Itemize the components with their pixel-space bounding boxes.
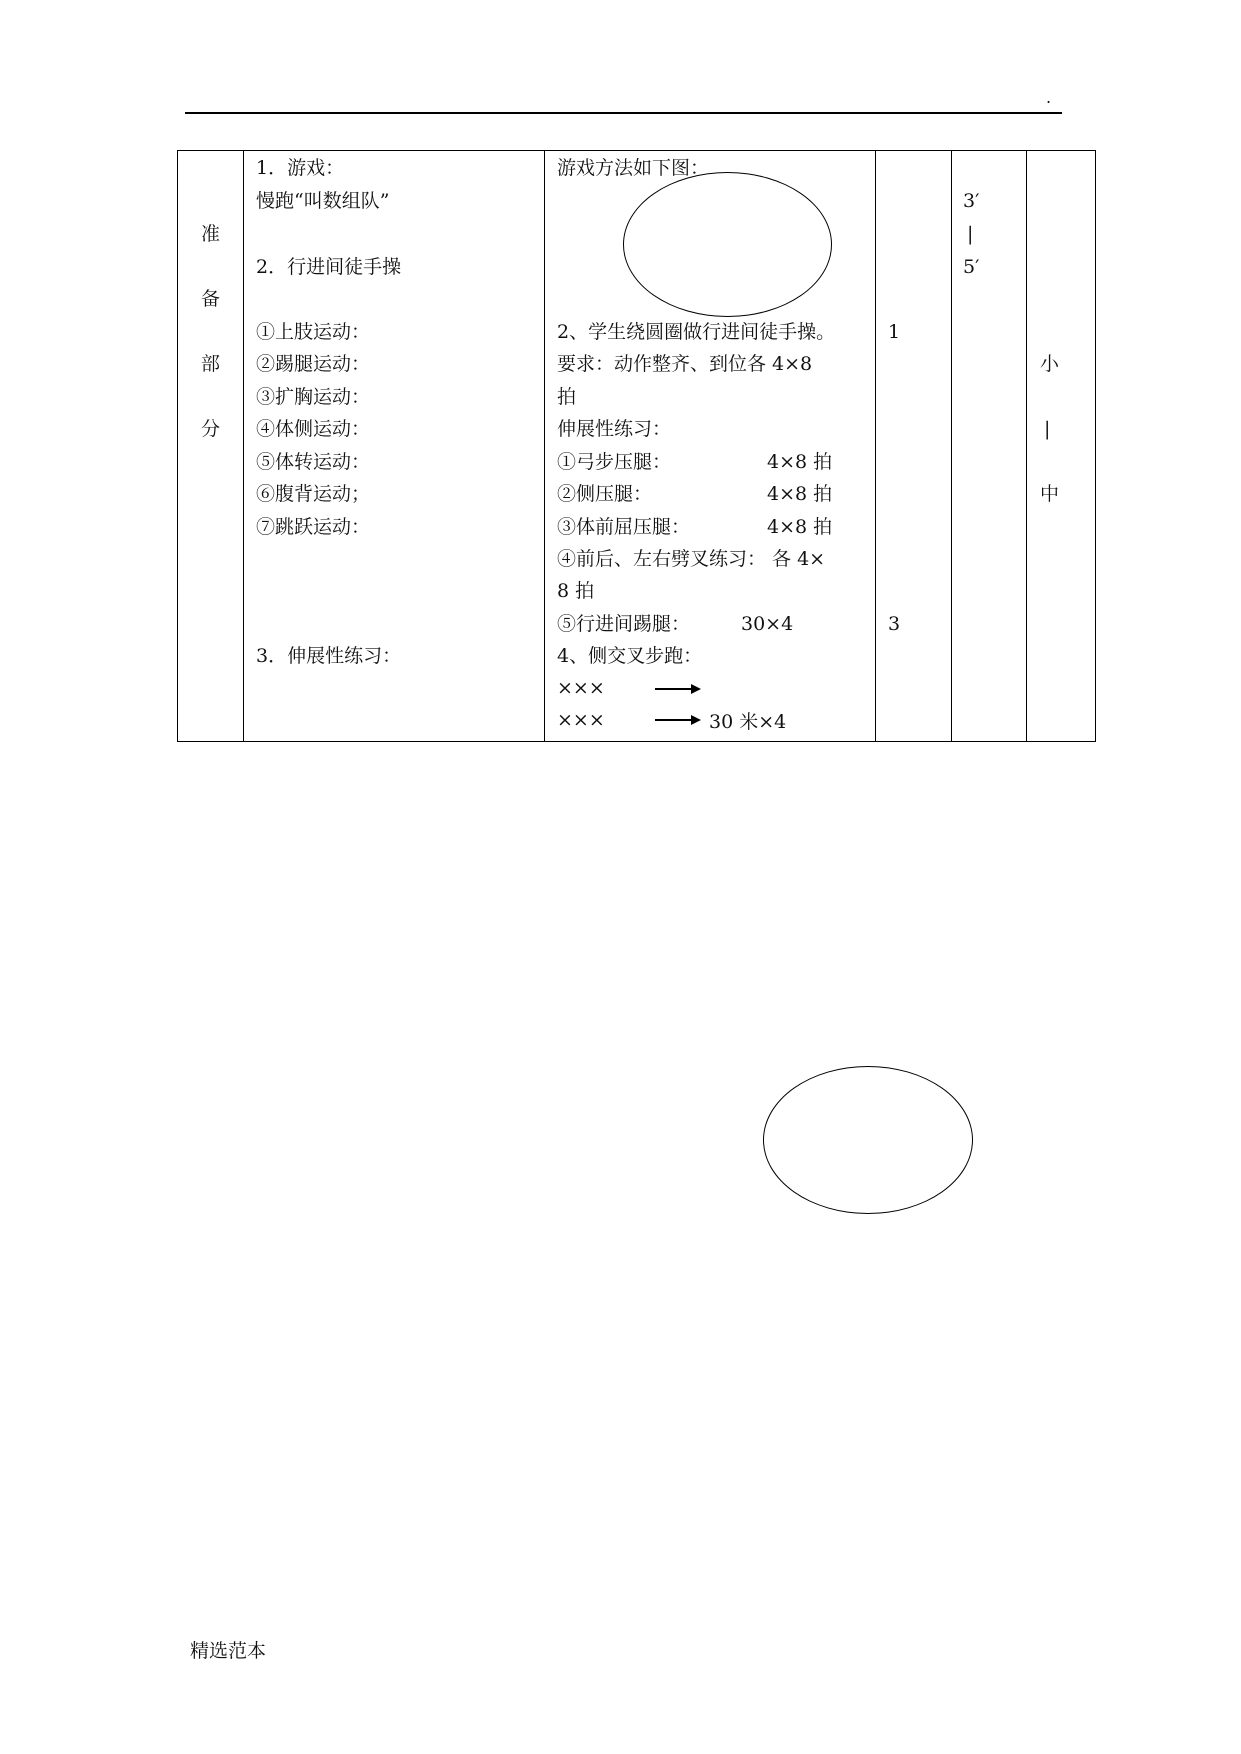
stretch-item-name: ①弓步压腿： (557, 451, 672, 473)
column-divider (544, 150, 545, 742)
circle-diagram (623, 172, 832, 317)
stretch-item-name: ③体前屈压腿： (557, 516, 691, 538)
circle-diagram (763, 1066, 973, 1214)
formation-row: ××× (557, 709, 605, 731)
column-divider (1026, 150, 1027, 742)
arrow-right-icon (655, 688, 699, 690)
kick-count: 30×4 (741, 613, 794, 635)
stretch-item-count: 4×8 拍 (767, 451, 833, 473)
times-value: 3 (888, 613, 901, 635)
game-name: 慢跑“叫数组队” (256, 190, 390, 212)
exercise-item: ③扩胸运动： (256, 386, 371, 408)
duration-separator: | (967, 223, 974, 245)
cross-step-run: 4、侧交叉步跑： (557, 645, 703, 667)
section-label-char: 备 (201, 288, 221, 310)
method-line: 2、学生绕圆圈做行进间徒手操。 (557, 321, 836, 343)
exercise-item: ①上肢运动： (256, 321, 371, 343)
stretch-item-name: ②侧压腿： (557, 483, 653, 505)
column-divider (243, 150, 244, 742)
split-practice: ④前后、左右劈叉练习： 各 4× (557, 548, 826, 570)
kick-practice: ⑤行进间踢腿： (557, 613, 691, 635)
section-label-char: 准 (201, 223, 221, 245)
header-mark: . (1046, 88, 1052, 107)
game-intro: 游戏方法如下图： (557, 157, 710, 179)
method-line: 要求：动作整齐、到位各 4×8 (557, 353, 813, 375)
exercise-item: ⑥腹背运动； (256, 483, 371, 505)
exercise-item: ②踢腿运动： (256, 353, 371, 375)
exercise-item: ④体侧运动： (256, 418, 371, 440)
stretch-title: 3．伸展性练习： (256, 645, 402, 667)
stretch-item-count: 4×8 拍 (767, 516, 833, 538)
intensity-mid: 中 (1040, 483, 1060, 505)
intensity-separator: | (1044, 418, 1051, 440)
column-divider (875, 150, 876, 742)
section-label-char: 分 (201, 418, 221, 440)
lesson-table (177, 150, 1096, 742)
formation-row: ××× (557, 677, 605, 699)
duration-end: 5′ (963, 256, 980, 278)
exercise-item: ⑤体转运动： (256, 451, 371, 473)
intensity-low: 小 (1040, 353, 1060, 375)
exercise-title: 2．行进间徒手操 (256, 256, 402, 278)
method-line: 拍 (557, 386, 577, 408)
stretch-item-count: 4×8 拍 (767, 483, 833, 505)
exercise-item: ⑦跳跃运动： (256, 516, 371, 538)
run-distance: 30 米×4 (709, 711, 787, 733)
footer-text: 精选范本 (190, 1640, 267, 1662)
header-rule (185, 112, 1062, 114)
column-divider (951, 150, 952, 742)
times-value: 1 (888, 321, 901, 343)
section-label-char: 部 (201, 353, 221, 375)
split-practice-count: 8 拍 (557, 580, 595, 602)
game-title: 1．游戏： (256, 157, 345, 179)
duration-start: 3′ (963, 190, 980, 212)
arrow-right-icon (655, 719, 699, 721)
stretch-heading: 伸展性练习： (557, 418, 672, 440)
